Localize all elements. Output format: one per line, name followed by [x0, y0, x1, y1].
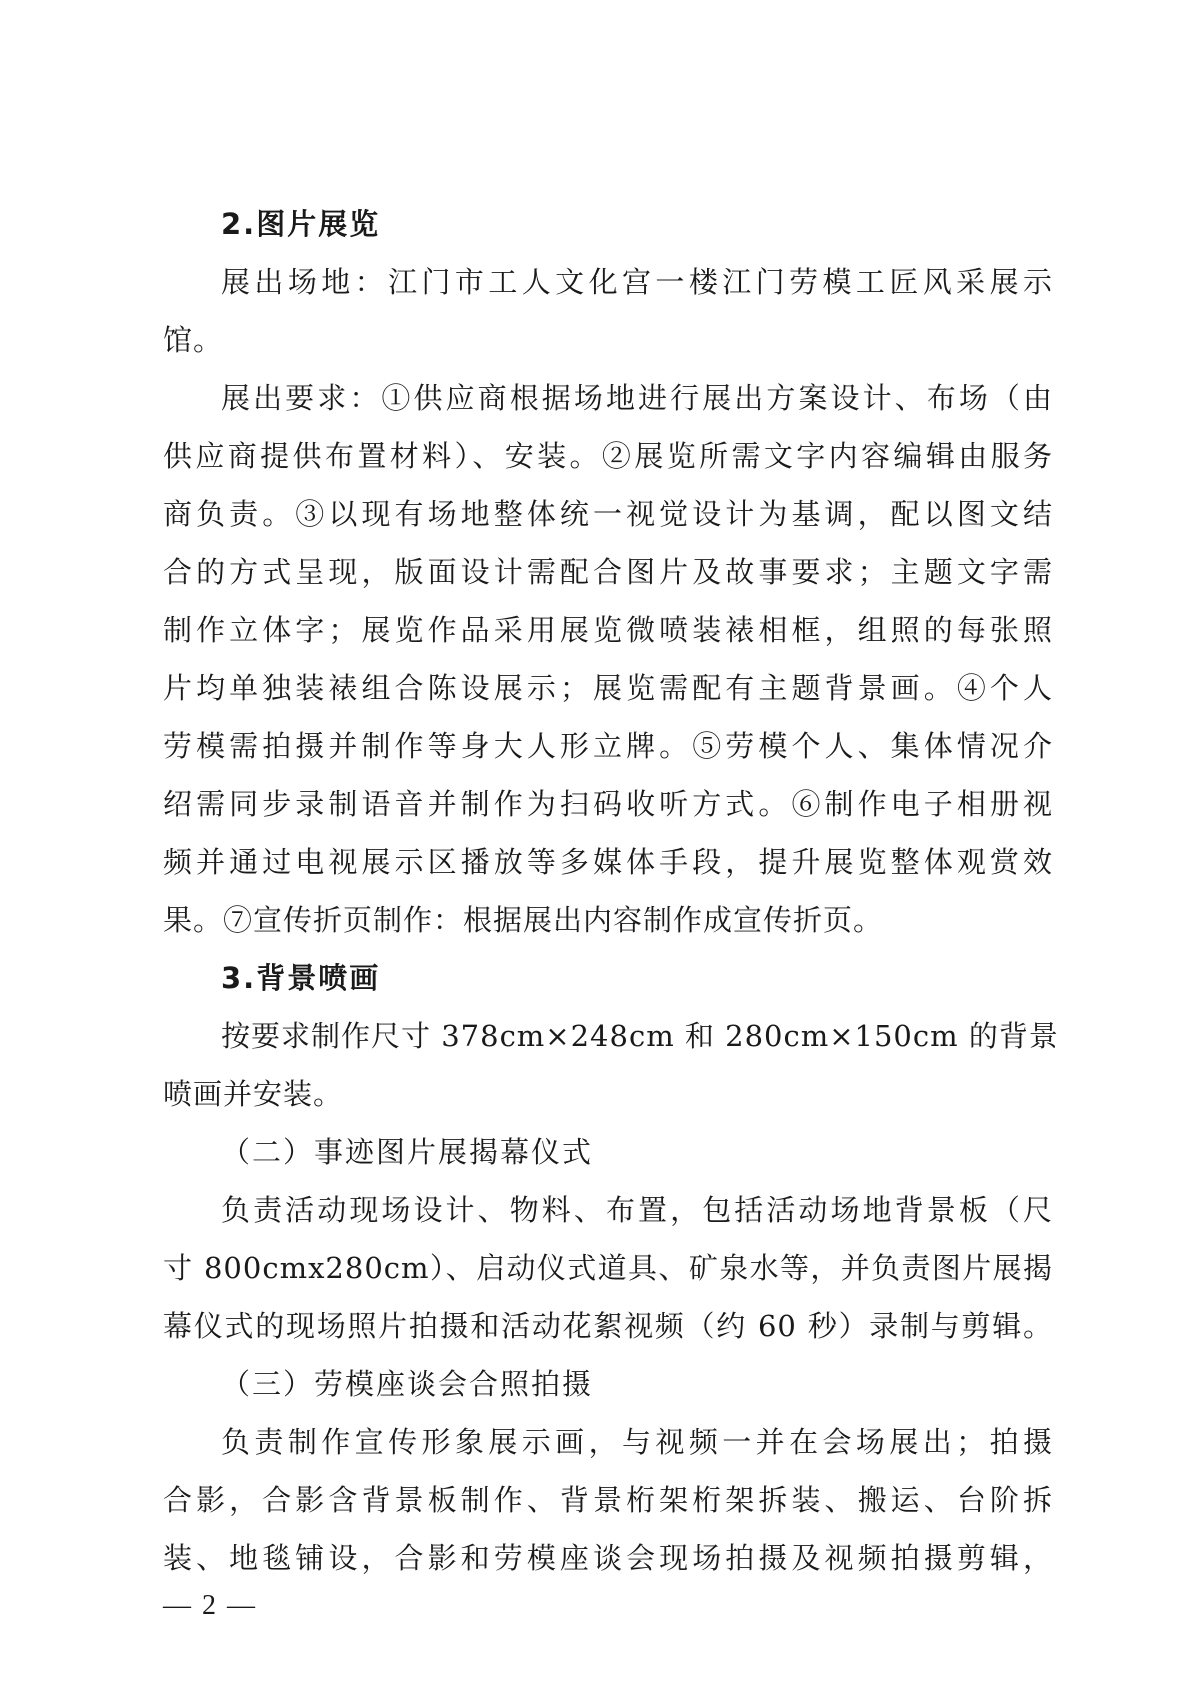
background-print-line-1: 按要求制作尺寸 378cm×248cm 和 280cm×150cm 的背景	[221, 1019, 1059, 1053]
venue-line-1: 展出场地：江门市工人文化宫一楼江门劳模工匠风采展示	[221, 265, 1053, 299]
section-heading-background-print: 3.背景喷画	[221, 961, 381, 995]
requirement-line-7: 劳模需拍摄并制作等身大人形立牌。⑤劳模个人、集体情况介	[163, 729, 1053, 763]
group-photo-line-3: 装、地毯铺设，合影和劳模座谈会现场拍摄及视频拍摄剪辑，	[163, 1541, 1053, 1575]
requirement-line-9: 频并通过电视展示区播放等多媒体手段，提升展览整体观赏效	[163, 845, 1053, 879]
page-body	[163, 195, 1059, 1587]
part-heading-group-photo: （三）劳模座谈会合照拍摄	[221, 1367, 594, 1401]
background-print-line-2: 喷画并安装。	[163, 1077, 344, 1111]
group-photo-line-2: 合影，合影含背景板制作、背景桁架桁架拆装、搬运、台阶拆	[163, 1483, 1053, 1517]
requirement-line-6: 片均单独装裱组合陈设展示；展览需配有主题背景画。④个人	[163, 671, 1053, 705]
requirement-line-2: 供应商提供布置材料）、安装。②展览所需文字内容编辑由服务	[163, 439, 1053, 473]
ceremony-line-3: 幕仪式的现场照片拍摄和活动花絮视频（约 60 秒）录制与剪辑。	[163, 1309, 1053, 1343]
ceremony-line-2: 寸 800cmx280cm）、启动仪式道具、矿泉水等，并负责图片展揭	[163, 1251, 1053, 1285]
ceremony-line-1: 负责活动现场设计、物料、布置，包括活动场地背景板（尺	[221, 1193, 1053, 1227]
requirement-line-8: 绍需同步录制语音并制作为扫码收听方式。⑥制作电子相册视	[163, 787, 1053, 821]
part-heading-unveiling-ceremony: （二）事迹图片展揭幕仪式	[221, 1135, 594, 1169]
requirement-line-10: 果。⑦宣传折页制作：根据展出内容制作成宣传折页。	[163, 903, 884, 937]
page-number: — 2 —	[163, 1590, 257, 1621]
venue-line-2: 馆。	[163, 323, 224, 357]
requirement-line-3: 商负责。③以现有场地整体统一视觉设计为基调，配以图文结	[163, 497, 1053, 531]
requirement-line-4: 合的方式呈现，版面设计需配合图片及故事要求；主题文字需	[163, 555, 1053, 589]
group-photo-line-1: 负责制作宣传形象展示画，与视频一并在会场展出；拍摄	[221, 1425, 1053, 1459]
requirement-line-1: 展出要求：①供应商根据场地进行展出方案设计、布场（由	[221, 381, 1053, 415]
requirement-line-5: 制作立体字；展览作品采用展览微喷装裱相框，组照的每张照	[163, 613, 1053, 647]
section-heading-picture-exhibition: 2.图片展览	[221, 207, 381, 241]
